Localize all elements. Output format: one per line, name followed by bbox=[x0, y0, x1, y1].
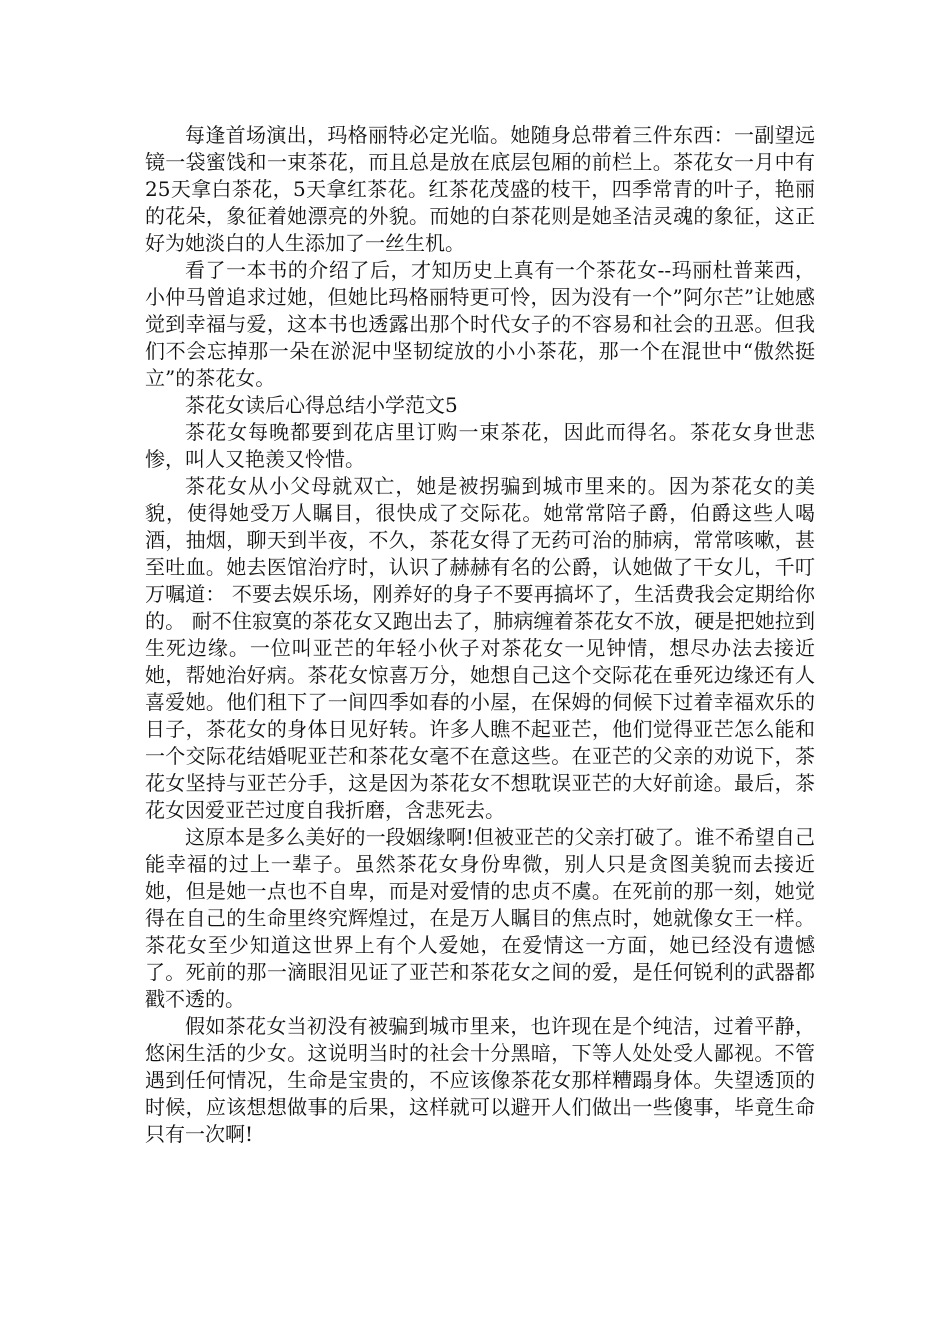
paragraph-3: 茶花女每晚都要到花店里订购一束茶花，因此而得名。茶花女身世悲惨，叫人又艳羡又怜惜。 bbox=[145, 420, 815, 471]
paragraph-2: 看了一本书的介绍了后，才知历史上真有一个茶花女--玛丽杜普莱西，小仲马曾追求过她，但她比玛格丽特更可怜，因为没有一个”阿尔芒”让她感觉到幸福与爱，这本书也透露出那个时代女子的不容易和社会的丑恶。但我们不会忘掉那一朵在淤泥中坚韧绽放的小小茶花，那一个在混世中“傲然挺立”的茶花女。 bbox=[145, 258, 815, 390]
document-body bbox=[145, 122, 815, 1148]
section-heading: 茶花女读后心得总结小学范文5 bbox=[185, 393, 458, 417]
paragraph-1: 每逢首场演出，玛格丽特必定光临。她随身总带着三件东西：一副望远镜一袋蜜饯和一束茶花，而且总是放在底层包厢的前栏上。茶花女一月中有25天拿白茶花，5天拿红茶花。红茶花茂盛的枝干，四季常青的叶子，艳丽的花朵，象征着她漂亮的外貌。而她的白茶花则是她圣洁灵魂的象征，这正好为她淡白的人生添加了一丝生机。 bbox=[145, 123, 815, 255]
paragraph-5: 这原本是多么美好的一段姻缘啊!但被亚芒的父亲打破了。谁不希望自己能幸福的过上一辈子。虽然茶花女身份卑微，别人只是贪图美貌而去接近她，但是她一点也不自卑，而是对爱情的忠贞不虞。在死前的那一刻，她觉得在自己的生命里终究辉煌过，在是万人瞩目的焦点时，她就像女王一样。茶花女至少知道这世界上有个人爱她，在爱情这一方面，她已经没有遗憾了。死前的那一滴眼泪见证了亚芒和茶花女之间的爱，是任何锐利的武器都戳不透的。 bbox=[145, 825, 815, 1011]
paragraph-4: 茶花女从小父母就双亡，她是被拐骗到城市里来的。因为茶花女的美貌，使得她受万人瞩目，很快成了交际花。她常常陪子爵，伯爵这些人喝酒，抽烟，聊天到半夜，不久，茶花女得了无药可治的肺病，常常咳嗽，甚至吐血。她去医馆治疗时，认识了赫赫有名的公爵，认她做了干女儿，千叮万嘱道： 不要去娱乐场，刚养好的身子不要再搞坏了，生活费我会定期给你的。 耐不住寂寞的茶花女又跑出去了，肺病缠着茶花女不放，硬是把她拉到生死边缘。一位叫亚芒的年轻小伙子对茶花女一见钟情，想尽办法去接近她，帮她治好病。茶花女惊喜万分，她想自己这个交际花在垂死边缘还有人喜爱她。他们租下了一间四季如春的小屋，在保姆的伺候下过着幸福欢乐的日子，茶花女的身体日见好转。许多人瞧不起亚芒，他们觉得亚芒怎么能和一个交际花结婚呢亚芒和茶花女毫不在意这些。在亚芒的父亲的劝说下，茶花女坚持与亚芒分手，这是因为茶花女不想耽误亚芒的大好前途。最后，茶花女因爱亚芒过度自我折磨，含悲死去。 bbox=[145, 474, 815, 822]
paragraph-6: 假如茶花女当初没有被骗到城市里来，也许现在是个纯洁，过着平静，悠闲生活的少女。这说明当时的社会十分黑暗，下等人处处受人鄙视。不管遇到任何情况，生命是宝贵的，不应该像茶花女那样糟蹋身体。失望透顶的时候，应该想想做事的后果，这样就可以避开人们做出一些傻事，毕竟生命只有一次啊! bbox=[145, 1014, 815, 1146]
